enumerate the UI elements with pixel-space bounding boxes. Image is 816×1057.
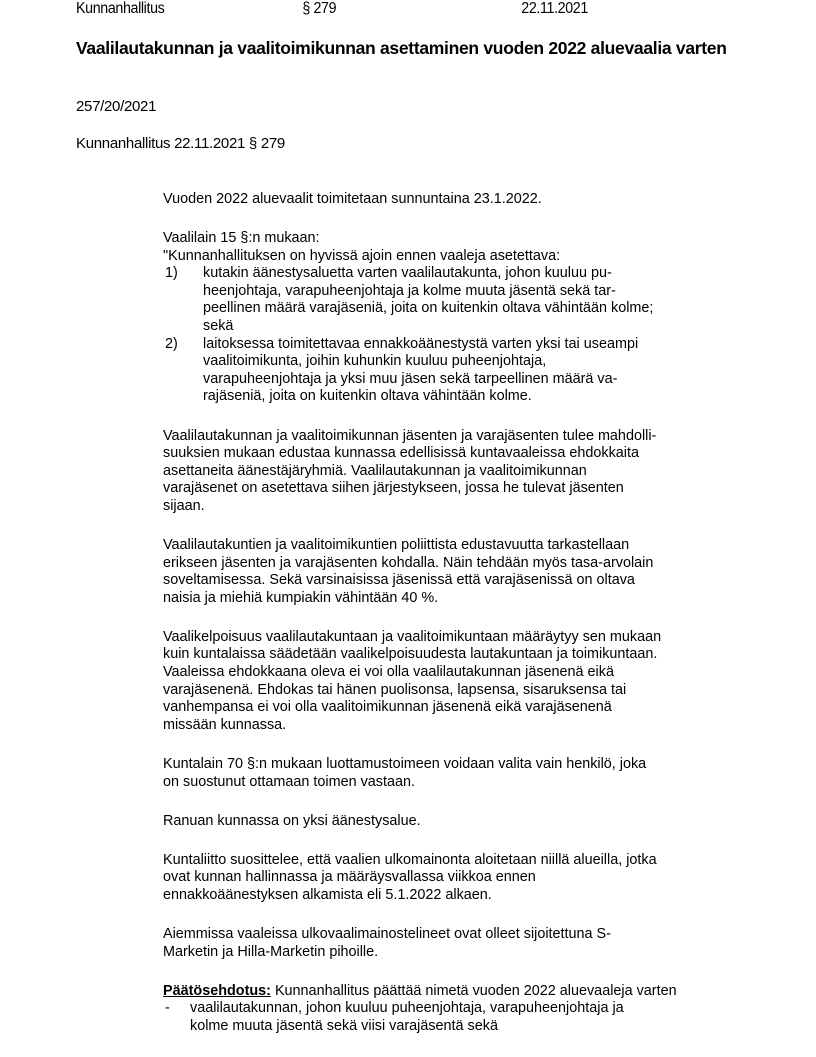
paragraph: Aiemmissa vaaleissa ulkovaalimainostelineet ovat olleet sijoitettuna S-Marketin ja Hilla-Marketin pihoille. [163, 926, 611, 960]
law-intro: Vaalilain 15 §:n mukaan: [163, 230, 320, 247]
meeting-reference: Kunnanhallitus 22.11.2021 § 279 [76, 135, 285, 152]
list-number: 1) [165, 265, 178, 282]
law-quote [163, 230, 663, 406]
list-bullet: - [165, 1000, 170, 1017]
law-quote-lead: "Kunnanhallituksen on hyvissä ajoin ennen vaaleja asetettava: [163, 247, 561, 264]
list-item [163, 1000, 663, 1035]
document-title: Vaalilautakunnan ja vaalitoimikunnan asettaminen vuoden 2022 aluevaalia varten [76, 38, 727, 58]
list-text: kutakin äänestysaluetta varten vaalilautakunta, johon kuuluu pu-heenjohtaja, varapuheenjohtaja ja kolme muuta jäsentä sekä tar-peellinen määrä varajäseniä, joita on kuitenkin oltava vähintään kolme; sekä [203, 265, 654, 335]
header-body: Kunnanhallitus [76, 0, 165, 17]
proposal-text: Kunnanhallitus päättää nimetä vuoden 2022 aluevaaleja varten [270, 982, 677, 999]
list-text: laitoksessa toimitettavaa ennakkoäänestystä varten yksi tai useampi vaalitoimikunta, joihin kuhunkin kuuluu puheenjohtaja, varapuheenjohtaja ja yksi muu jäsen sekä tarpeellinen määrä va-rajäseniä, joita on kuitenkin oltava vähintään kolme. [203, 335, 639, 405]
list-item [163, 265, 663, 335]
paragraph: Vuoden 2022 aluevaalit toimitetaan sunnuntaina 23.1.2022. [163, 191, 542, 207]
paragraph: Kuntalain 70 §:n mukaan luottamustoimeen voidaan valita vain henkilö, joka on suostunut ottamaan toimen vastaan. [163, 755, 647, 790]
header-section: § 279 [302, 0, 337, 17]
list-item [163, 336, 663, 406]
list-text: vaalilautakunnan, johon kuuluu puheenjohtaja, varapuheenjohtaja ja kolme muuta jäsentä sekä viisi varajäsentä sekä [190, 1000, 624, 1034]
document-body [163, 191, 677, 1057]
paragraph: Vaalilautakunnan ja vaalitoimikunnan jäsenten ja varajäsenten tulee mahdolli-suuksien mukaan edustaa kunnassa edellisissä kuntavaaleissa ehdokkaita asettaneita äänestäjäryhmiä. Vaalilautakunnan ja vaalitoimikunnan varajäsenet on asetettava siihen järjestykseen, jossa he tulevat jäsenten sijaan. [163, 427, 657, 514]
header-date: 22.11.2021 [521, 0, 588, 17]
decision-proposal [163, 983, 693, 1036]
record-number: 257/20/2021 [76, 98, 157, 115]
paragraph: Vaalilautakuntien ja vaalitoimikuntien poliittista edustavuutta tarkastellaan erikseen jäsenten ja varajäsenten kohdalla. Näin tehdään myös tasa-arvolain soveltamisessa. Sekä varsinaisissa jäsenissä että varajäsenissä on oltava naisia ja miehiä kumpiakin vähintään 40 %. [163, 537, 654, 606]
paragraph: Vaalikelpoisuus vaalilautakuntaan ja vaalitoimikuntaan määräytyy sen mukaan kuin kuntalaissa säädetään vaalikelpoisuudesta lautakuntaan ja toimikuntaan. Vaaleissa ehdokkaana oleva ei voi olla vaalilautakunnan jäsenenä eikä varajäsenenä. Ehdokas tai hänen puolisonsa, lapsensa, sisaruksensa tai vanhempansa ei voi olla vaalitoimikunnan jäsenenä eikä varajäsenenä missään kunnassa. [163, 628, 662, 733]
proposal-label: Päätösehdotus: [163, 982, 271, 999]
paragraph: Kuntaliitto suosittelee, että vaalien ulkomainonta aloitetaan niillä alueilla, jotka ovat kunnan hallinnassa ja määräysvallassa viikkoa ennen ennakkoäänestyksen alkamista eli 5.1.2022 alkaen. [163, 851, 657, 903]
list-number: 2) [165, 335, 178, 352]
paragraph: Ranuan kunnassa on yksi äänestysalue. [163, 812, 421, 829]
